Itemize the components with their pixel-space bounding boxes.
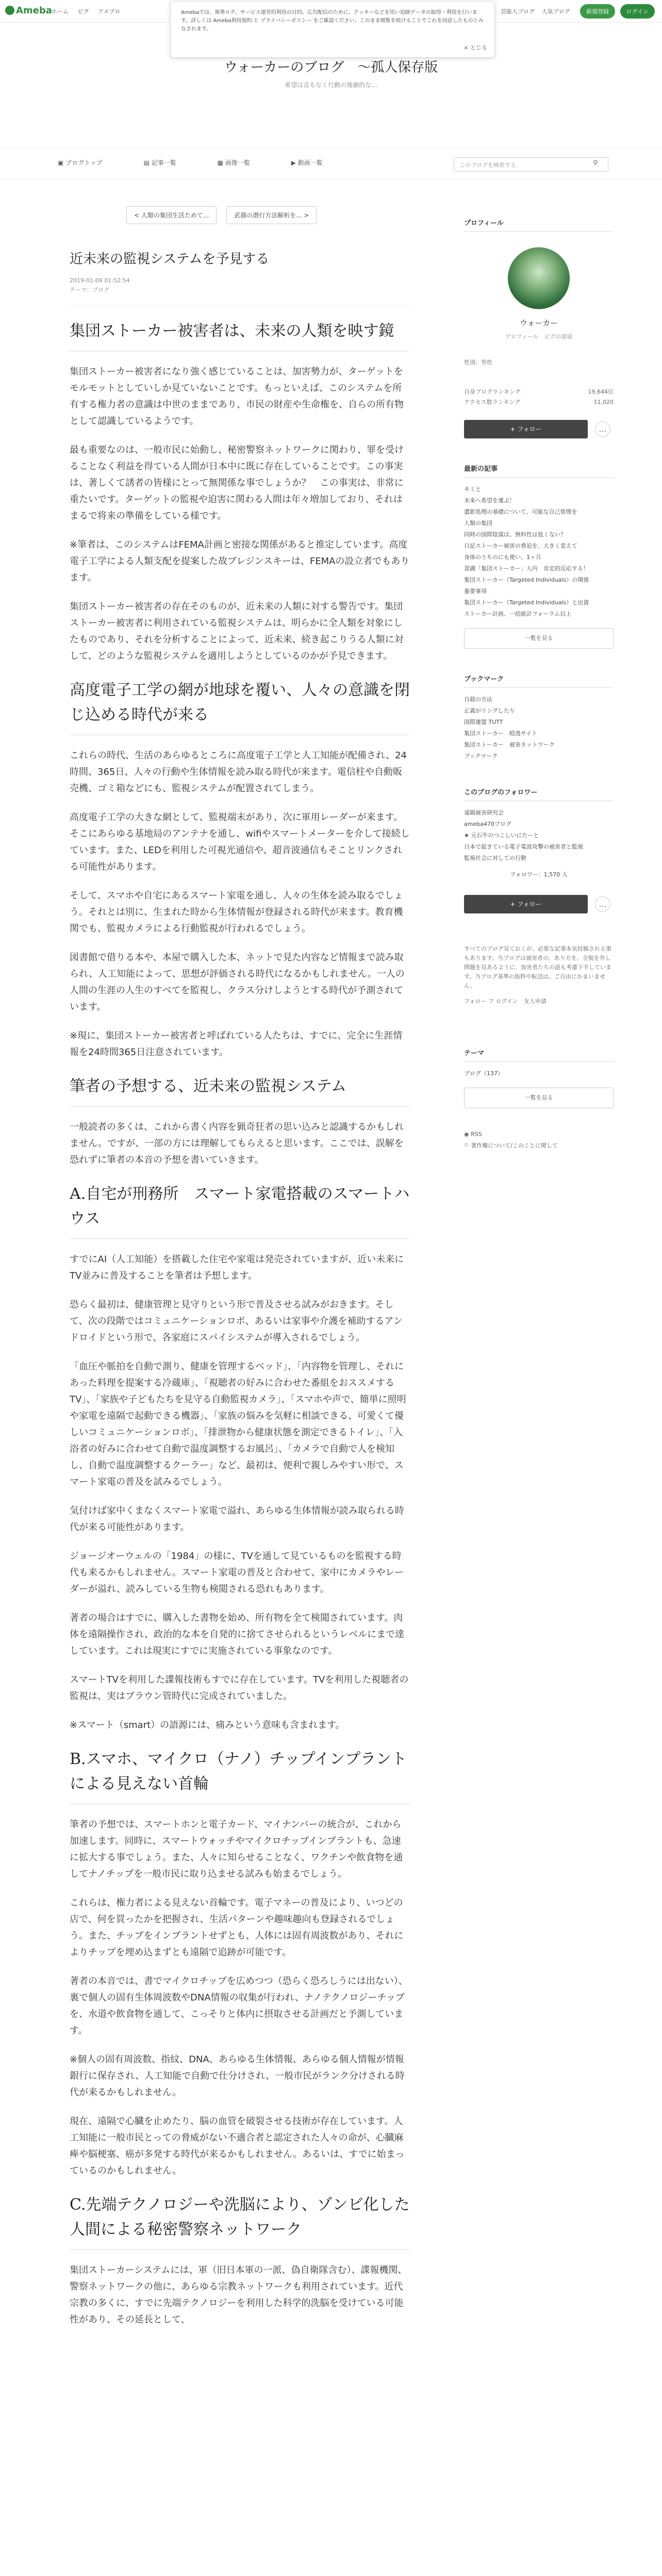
recent-article-link[interactable]: 人類の集団: [464, 520, 492, 527]
paragraph: ※現に、集団ストーカー被害者と呼ばれている人たちは、すでに、完全に生涯情報を24時間365日注意されています。: [70, 1030, 403, 1058]
bookmark-heading: ブックマーク: [464, 673, 614, 688]
paragraph: 高度電子工学の大きな網として、監視端末があり、次に軍用レーダーが来ます。そこにあらゆる基地局のアンテナを通し、wifiやスマートメーターを介して接続しています。また、LEDを利用した可視光通信や、超音波通信もそことリンクされる可能性があります。: [70, 812, 410, 872]
paragraph: 現在、遠隔で心臓を止めたり、脳の血管を破裂させる技術が存在しています。人工知能に一般市民とっての脅威がない不適合者と認定された人々の命が、心臓麻痺や脳梗塞、癌が多発する時代が来るかもしれません。あるいは、すでに始まっているのかもしれません。: [70, 2116, 405, 2176]
theme-item[interactable]: ブログ（137）: [464, 1070, 503, 1077]
rank-label-2[interactable]: アクセス数ランキング: [464, 399, 521, 405]
celebrity-blog-link[interactable]: 芸能人ブログ: [501, 8, 535, 15]
profile-gender: 性別：男性: [464, 359, 492, 366]
blog-description: 希望は音もなく行動の後継的な...: [285, 81, 377, 89]
ameba-logo[interactable]: Ameba: [5, 5, 52, 16]
paragraph: これらの時代、生活のあらゆるところに高度電子工学と人工知能が配備され、24時間、365日、人々の行動や生体情報を読み取る時代が来ます。電信柱や自動販売機、ゴミ箱などにも、監視システムが配置されてしまう。: [70, 750, 407, 794]
article-title[interactable]: 近未来の監視システムを予見する: [70, 251, 270, 267]
cookie-notice: [170, 1, 495, 58]
report-link[interactable]: ⚐ 著作権について/このことに関して: [464, 1142, 558, 1149]
bookmark-link[interactable]: 正義がリングしたり: [464, 707, 515, 714]
follow-button[interactable]: + フォロー: [464, 420, 588, 438]
see-all-button[interactable]: 一覧を見る: [464, 628, 614, 649]
profile-heading: プロフィール: [464, 217, 614, 232]
ameba-logo-icon: [5, 6, 14, 15]
blog-title[interactable]: ウォーカーのブログ 〜孤人保存版: [224, 60, 438, 75]
paragraph: 気付けば家中くまなくスマート家電で溢れ、あらゆる生体情報が読み取られる時代が来る可能性があります。: [70, 1505, 404, 1533]
rank-value-1: 19,644位: [588, 388, 614, 395]
paragraph: これらは、権力者による見えない首輪です。電子マネーの普及により、いつどの店で、何を買ったかを把握され、生活パターンや趣味趣向も登録されるでしょう。また、チップをインプラントせずとも、人体には固有周波数があり、それによりチップを埋め込まずとも遠隔で追跡が可能です。: [70, 1897, 404, 1958]
search-icon[interactable]: ⚲: [593, 159, 598, 167]
rss-block: [464, 1129, 614, 1151]
profile-name[interactable]: ウォーカー: [519, 318, 558, 328]
recent-article-link[interactable]: 遺影処理の基礎について、可能な自己管理を: [464, 509, 577, 515]
cookie-notice-close-button[interactable]: × とじる: [464, 44, 487, 51]
paragraph: そして、スマホや自宅にあるスマート家電を通し、人々の生体を読み取るでしょう。それとは別に、生まれた時から生体情報が登録される時代が来ます。教育機関でも、監視カメラによる行動監視が行われるでしょう。: [70, 890, 403, 934]
cookie-notice-text: Amebaでは、執筆ログ、サービス運営的利用の目的、広告配信のために、クッキーなどを用い追跡データの取得・利用を行います。詳しくは Ameba利用規約 と プライバシーポリシー をご確認ください。このまま閲覧を続けることでこれを同意したものとみなされます。: [181, 10, 484, 32]
paragraph: 著者の場合はすでに、購入した書物を始め、所有物を全て検閲されています。肉体を遠隔操作され、政治的な本を自発的に捨てさせられるというレベルにまで達しています。これは現実にすでに実施されている事象なのです。: [70, 1613, 405, 1656]
popular-blog-link[interactable]: 人気ブログ: [541, 8, 570, 15]
nav-blog-top[interactable]: ▣ ブログトップ: [58, 159, 103, 166]
nav-home[interactable]: ホーム: [52, 8, 69, 15]
bookmark-link[interactable]: 国際連盟 TUTT: [464, 719, 503, 725]
paragraph: ※スマート（smart）の語源には、痛みという意味も含まれます。: [70, 1720, 345, 1731]
login-button[interactable]: ログイン: [620, 4, 655, 19]
bookmark-link[interactable]: 集団ストーカー 被害ネットワーク: [464, 741, 555, 748]
article-body: [70, 319, 410, 2328]
rank-label-1[interactable]: 自身ブログランキング: [464, 388, 521, 395]
paragraph: 「血圧や脈拍を自動で測り、健康を管理するベッド」、「内容物を管理し、それにあった料理を提案する冷蔵庫」、「視聴者の好みに合わせた番組をおススメするTV」、「家族や子どもたちを見守る自動監視カメラ」、「スマホや声で、簡単に照明や家電を遠隔で起動できる機器」、「家族の悩みを気軽に相談できる、可愛くて優しいコミュニケーションロボ」、「排泄物から健康状態を測定できるトイレ」、「入浴者の好みに合わせて自動で温度調整するお風呂」、「カメラで自動で人を検知し、自動で温度調整するクーラー」など、最初は、便利で親しみやすい形で、スマート家電の普及を試みるでしょう。: [70, 1361, 406, 1487]
article-date: 2019-01-09 01:52:54: [70, 277, 130, 284]
follower-list: [464, 807, 614, 864]
paragraph: ※筆者は、このシステムはFEMA計画と密接な関係があると推定しています。高度電子工学による人類支配を提案した故ブレジンスキーは、FEMAの設立者でもあります。: [70, 539, 410, 583]
nav-article-list[interactable]: ▤ 記事一覧: [143, 159, 176, 166]
paragraph: 図書館で借りる本や、本屋で購入した本、ネットで見た内容など情報まで読み取られ、人工知能によって、思想が評価される時代になるかもしれません。一人の人間の生涯の人生のすべてを監視し、クラス分けしようとする時代が予測されています。: [70, 952, 405, 1012]
paragraph: 筆者の予想では、スマートホンと電子カード、マイナンバーの統合が、これから加速します。同時に、スマートウォッチやマイクロチップインプラントも、急速に拡大する事でしょう。また、人々に知らせることなく、ワクチンや飲食物を通してナノチップを一般市民に取り込ませる試みも始まるでしょう。: [70, 1819, 403, 1879]
recent-article-link[interactable]: 未来へ希望を運ぶ！: [464, 497, 515, 504]
recent-article-link[interactable]: ストーカー計画、一括統計フォーラム以上: [464, 611, 572, 617]
follower-item[interactable]: 監視社会に対しての行動: [464, 855, 526, 861]
recent-article-link[interactable]: 同時の国際陰謀は、無料性は低くない？: [464, 531, 566, 538]
recent-article-link[interactable]: 集団ストーカー（Targeted Individuals）と出資: [464, 599, 589, 606]
global-nav: [52, 7, 127, 15]
section-heading: B.スマホ、マイクロ（ナノ）チップインプラントによる見えない首輪: [70, 1747, 410, 1804]
recent-article-link[interactable]: 集団ストーカー（Targeted Individuals）の関係: [464, 577, 589, 583]
note-links: [464, 997, 614, 1006]
more-options-button[interactable]: …: [595, 421, 610, 437]
note-link-1[interactable]: フォロー フ ログイン: [464, 998, 518, 1005]
article-meta: [70, 276, 410, 295]
next-article-button[interactable]: 武器の潜行方法解析を... >: [226, 206, 317, 224]
paragraph: 著者の本音では、書でマイクロチップを広めつつ（恐らく恐ろしうには出ない）、裏で個人の固有生体周波数やDNA情報の収集が行われ、ナノテクノロジーチップを、水道や飲食物を通して、こっそりと体内に摂取させる計画だと予測しています。: [70, 1976, 408, 2036]
nav-pigg[interactable]: ピグ: [77, 8, 89, 15]
bookmark-link[interactable]: 集団ストーカー 殴逃サイト: [464, 730, 538, 737]
blog-note: すべてのブログ見ておくが、必要な記事本気投稿される事もあります。当ブログは被害者の、あり方を、全貌を外し問題を見あるように、加害者たちの話も考慮下手しています。当ブログ基準の抜粋や転送は、ご自由にかまいません。: [464, 945, 611, 989]
paragraph: 恐らく最初は、健康管理と見守りという形で普及させる試みがおきます。そして、次の段階ではコミュニケーションロボ、あるいは家事や介護を補助するアンドロイドという形で、各家庭にスパイシステムが導入されるでしょう。: [70, 1299, 403, 1343]
paragraph: スマートTVを利用した諜報技術もすでに存在しています。TVを利用した視聴者の監視は、実はブラウン管時代に完成されていました。: [70, 1674, 409, 1702]
paragraph: 集団ストーカー被害者の存在そのものが、近未来の人類に対する警告です。集団ストーカー被害者に利用されている監視システムは、明らかに全人類を対象にしたものであり、それを分析することによって、近未来、続き起こりうる人類に対して、どのような監視システムを適用しようとしているのかが予見できます。: [70, 601, 404, 662]
bookmark-link[interactable]: 自殺の方法: [464, 696, 492, 703]
nav-ameblo[interactable]: アメブロ: [98, 8, 121, 15]
section-heading: 高度電子工学の網が地球を覆い、人々の意識を閉じ込める時代が来る: [70, 678, 410, 735]
follower-item[interactable]: 日本で起きている電子電波攻撃の被害者と監視: [464, 843, 583, 850]
more-options-button-2[interactable]: …: [595, 896, 610, 912]
recent-list: [464, 484, 614, 620]
ranking: [464, 387, 614, 408]
sidebar: [464, 206, 614, 1151]
paragraph: 集団ストーカーシステムには、軍（旧日本軍の一派、偽自衛隊含む）、諜報機関、警察ネットワークの他に、あらゆる宗教ネットワークも利用されています。近代宗教の多くに、すでに先端テクノロジーを利用した科学的洗脳を受けている可能性があり、その延長として、: [70, 2265, 407, 2325]
recent-article-link[interactable]: 身体のうちのにも使い、1ヶ月: [464, 554, 541, 561]
prev-article-button[interactable]: < 人類の集団生活ためて...: [126, 206, 217, 224]
register-button[interactable]: 新規登録: [580, 4, 615, 19]
follower-item[interactable]: ★ 元石牛のつこしいにたーと: [464, 832, 539, 839]
paragraph: ※個人の固有周波数、指紋、DNA、あらゆる生体情報、あらゆる個人情報が情報銀行に保存され、人工知能で自動で仕分けされ、一般市民がランク分けされる時代が来るかもしれません。: [70, 2054, 405, 2098]
nav-image-list[interactable]: ▦ 画像一覧: [217, 159, 250, 166]
recent-article-link[interactable]: 重要事項: [464, 588, 487, 595]
follower-item[interactable]: ameba470ブログ: [464, 821, 511, 827]
section-heading: A.自宅が刑務所 スマート家電搭載のスマートハウス: [70, 1182, 410, 1239]
recent-article-link[interactable]: 日記ストーカー被害の脅迫を、大きく変えて: [464, 543, 577, 549]
paragraph: 最も重要なのは、一般市民に始動し、秘密警察ネットワークに関わり、罪を受けることなく利益を得ている人間が日本中に既に存在していることです。この事実は、著しくて誘者の皆様にとって無関係な事でしょうか？ この事実は、非常に重たいです。ターゲットの監視や迫害に関わる人間は年々増加しており、それはまるで将来の準備をしている様です。: [70, 445, 404, 521]
divider: [70, 305, 410, 306]
top-right-actions: [501, 4, 655, 19]
theme-list: [464, 1068, 614, 1079]
nav-video-list[interactable]: ▶ 動画一覧: [291, 159, 323, 166]
paragraph: ジョージオーウェルの「1984」の様に、TVを通して見ているものを監視する時代も来るかもしれません。スマート家電の普及と合わせて、家中にカメラやレーダーが溢れ、読みしている生物も検閲される恐れもあります。: [70, 1551, 404, 1595]
recent-heading: 最新の記事: [464, 463, 614, 478]
article-main: [70, 206, 410, 2328]
profile-links[interactable]: プロフィール ピグの部屋: [505, 333, 573, 340]
see-all-theme-button[interactable]: 一覧を見る: [464, 1088, 614, 1108]
section-heading: C.先端テクノロジーや洗脳により、ゾンビ化した人間による秘密警察ネットワーク: [70, 2193, 410, 2250]
blog-search-input[interactable]: このブログを検索する: [454, 157, 608, 172]
rss-link[interactable]: ◉ RSS: [464, 1131, 482, 1138]
paragraph: 集団ストーカー被害者になり強く感じていることは、加害勢力が、ターゲットをモルモットとしていしか見ていないことです。もっといえば、このシステムを所有する権力者の意識は中世のままであり、市民の財産や生命権を、自らの所有物として認識しているようです。: [70, 366, 404, 427]
bookmark-link[interactable]: ブックマーク: [464, 753, 498, 759]
follower-heading: このブログのフォロワー: [464, 787, 614, 801]
article-theme[interactable]: テーマ：ブログ: [70, 286, 109, 293]
theme-heading: テーマ: [464, 1047, 614, 1062]
note-link-2[interactable]: 友人申請: [523, 998, 547, 1005]
section-heading: 筆者の予想する、近未来の監視システム: [70, 1074, 410, 1107]
follower-item[interactable]: 遠隔被害研究会: [464, 809, 504, 816]
blog-navbar: [0, 147, 662, 179]
follow-button-2[interactable]: + フォロー: [464, 895, 588, 913]
recent-article-link[interactable]: 意識「集団ストーカー」人内 肯定的反応する！: [464, 565, 589, 572]
bookmark-list: [464, 694, 614, 762]
rank-value-2: 11,020: [593, 399, 614, 405]
recent-article-link[interactable]: キミと: [464, 486, 481, 493]
follower-count: フォロワー：1,570 人: [510, 871, 568, 878]
avatar[interactable]: [508, 247, 570, 309]
article-pager: [70, 206, 410, 229]
section-heading: 集団ストーカー被害者は、未来の人類を映す鏡: [70, 319, 410, 351]
paragraph: すでにAI（人工知能）を搭載した住宅や家電は発売されていますが、近い未来にTV並みに普及することを筆者は予想します。: [70, 1254, 404, 1281]
paragraph: 一般読者の多くは、これから書く内容を猟奇狂者の思い込みと認識するかもしれません。ですが、一部の方には理解してもらえると思います。ここでは、誤解を恐れずに筆者の本音の予想を書いていきます。: [70, 1122, 404, 1165]
